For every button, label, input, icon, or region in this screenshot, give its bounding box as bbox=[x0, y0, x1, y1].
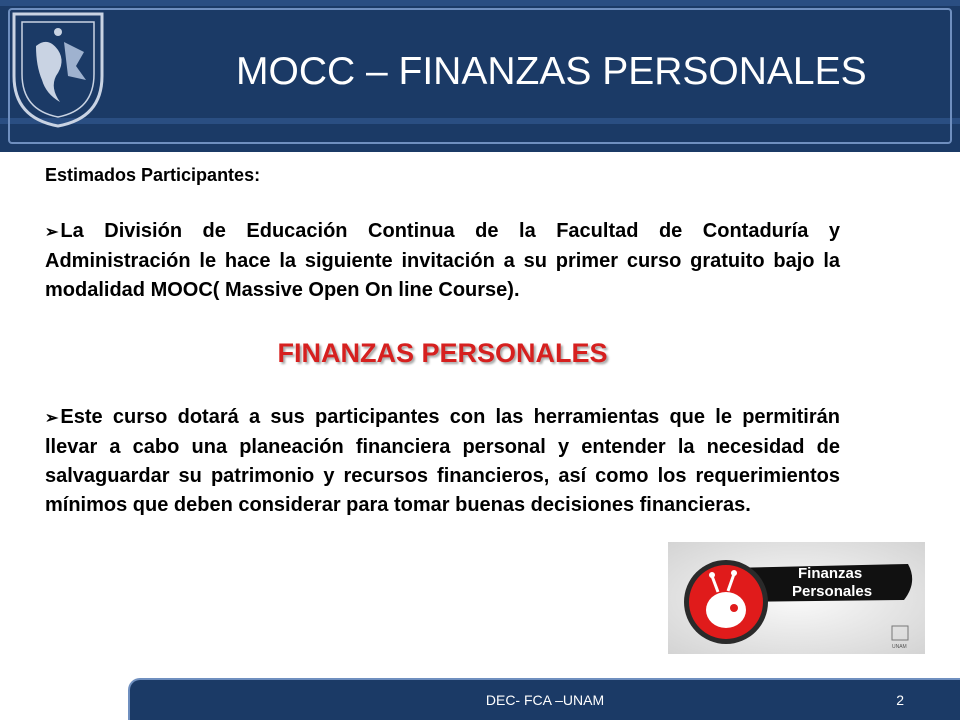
banner-label-line-2: Personales bbox=[792, 583, 873, 600]
footer-bar bbox=[128, 678, 960, 720]
page-title: MOCC – FINANZAS PERSONALES bbox=[236, 50, 867, 93]
arrow-bullet-icon: ➢ bbox=[45, 224, 59, 241]
footer-text: DEC- FCA –UNAM bbox=[485, 692, 605, 708]
course-banner-image bbox=[668, 542, 925, 654]
paragraph-text: La División de Educación Continua de la Facultad de Contaduría y Administración le hace la siguiente invitación a su primer curso gratuito bajo la modalidad MOOC( Massive Open On line Course). bbox=[45, 220, 840, 301]
banner-label-line-1: Finanzas bbox=[798, 565, 863, 582]
header-band bbox=[0, 0, 960, 152]
header-stripe bbox=[0, 0, 960, 6]
arrow-bullet-icon: ➢ bbox=[45, 410, 59, 427]
paragraph-text: Este curso dotará a sus participantes con las herramientas que le permitirán llevar a cabo una planeación financiera personal y entender la necesidad de salvaguardar su patrimonio y recursos financieros, así como los requerimientos mínimos que deben considerar para tomar buenas decisiones financieras. bbox=[45, 406, 840, 516]
course-description-paragraph bbox=[45, 403, 840, 520]
banner-badge-text: UNAM bbox=[892, 644, 907, 650]
page-number: 2 bbox=[896, 692, 904, 708]
course-heading: FINANZAS PERSONALES bbox=[277, 338, 608, 368]
invitation-paragraph bbox=[45, 217, 840, 305]
greeting: Estimados Participantes: bbox=[45, 165, 261, 185]
course-banner-graphic bbox=[668, 542, 925, 654]
unam-logo-icon bbox=[6, 6, 110, 130]
